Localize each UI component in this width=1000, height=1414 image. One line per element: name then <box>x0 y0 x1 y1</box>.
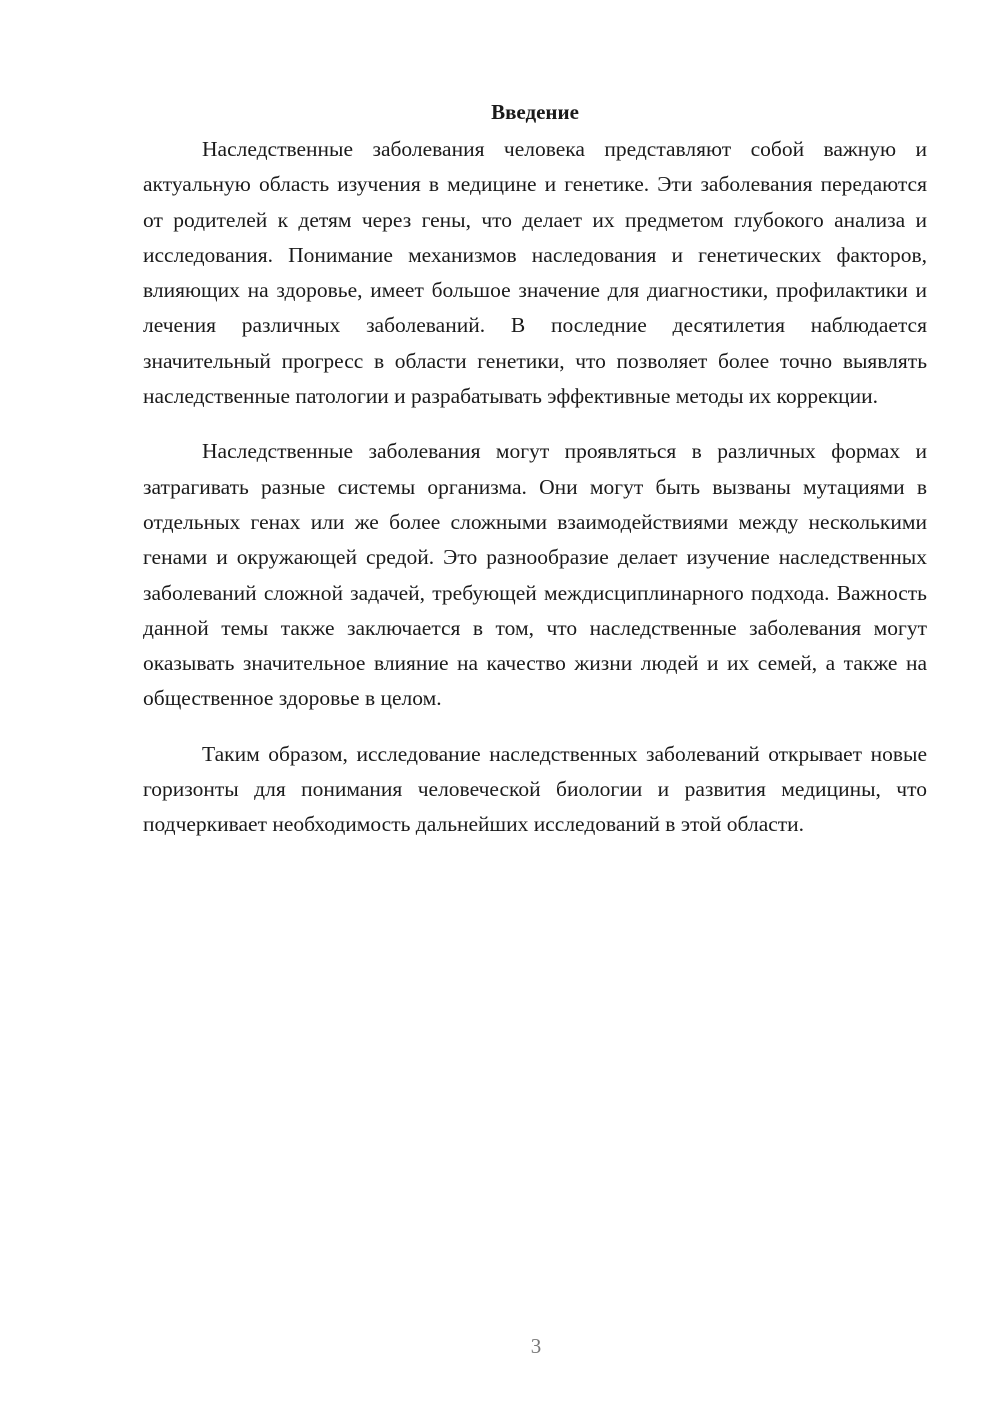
paragraph-1: Наследственные заболевания человека представляют собой важную и актуальную область изучения в медицине и генетике. Эти заболевания передаются от родителей к детям через гены, что делает их предметом глубокого анализа и исследования. Понимание механизмов наследования и генетических факторов, влияющих на здоровье, имеет большое значение для диагностики, профилактики и лечения различных заболеваний. В последние десятилетия наблюдается значительный прогресс в области генетики, что позволяет более точно выявлять наследственные патологии и разрабатывать эффективные методы их коррекции. <box>143 137 927 409</box>
paragraph-3: Таким образом, исследование наследственных заболеваний открывает новые горизонты для понимания человеческой биологии и развития медицины, что подчеркивает необходимость дальнейших исследований в этой области. <box>143 741 927 837</box>
page-number: 3 <box>530 1334 542 1358</box>
paragraph-2: Наследственные заболевания могут проявляться в различных формах и затрагивать разные системы организма. Они могут быть вызваны мутациями в отдельных генах или же более сложными взаимодействиями между несколькими генами и окружающей средой. Это разнообразие делает изучение наследственных заболеваний сложной задачей, требующей междисциплинарного подхода. Важность данной темы также заключается в том, что наследственные заболевания могут оказывать значительное влияние на качество жизни людей и их семей, а также на общественное здоровье в целом. <box>143 439 927 711</box>
section-title: Введение <box>491 100 579 124</box>
document-body <box>143 96 927 863</box>
